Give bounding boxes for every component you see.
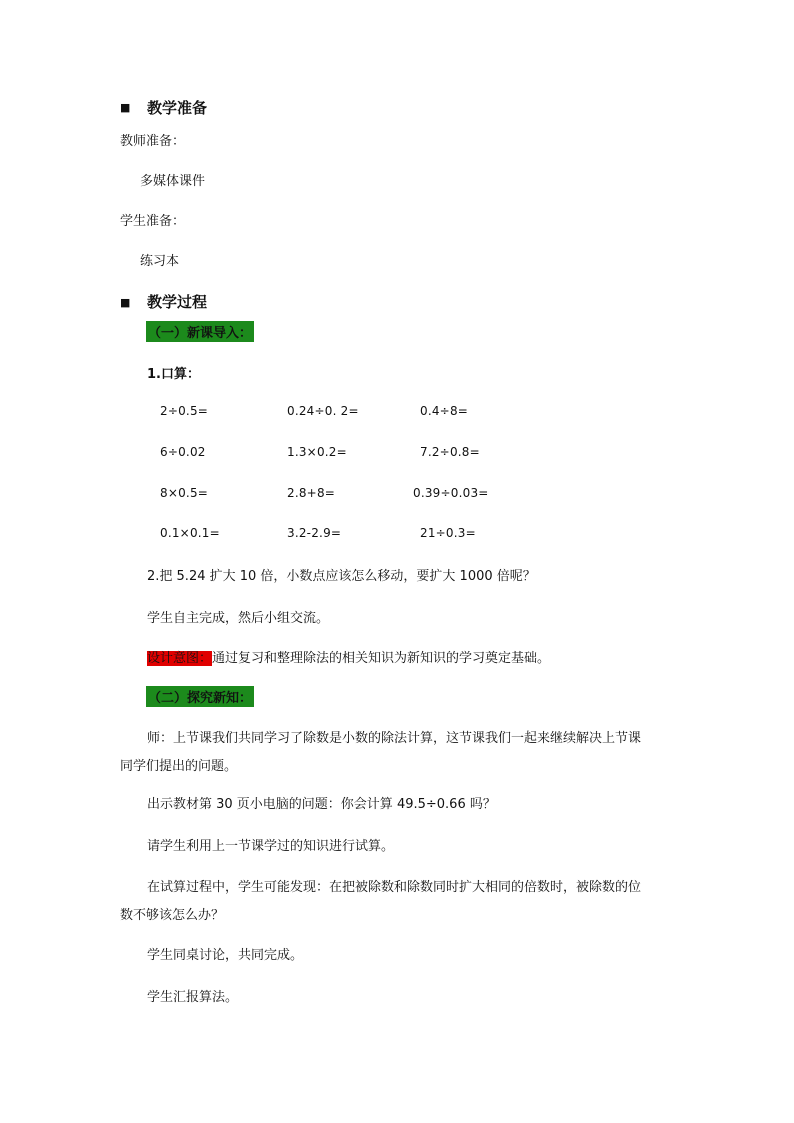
paragraph-3: 请学生利用上一节课学过的知识进行试算。 bbox=[147, 839, 395, 854]
oral-calc-heading: 1.口算： bbox=[147, 367, 200, 382]
oral-item: 3.2-2.9= bbox=[287, 526, 342, 540]
design-intent-line bbox=[147, 647, 550, 666]
oral-item: 1.3×0.2= bbox=[287, 445, 347, 459]
section-title-prep: 教学准备 bbox=[147, 99, 208, 117]
oral-item: 21÷0.3= bbox=[420, 526, 476, 540]
paragraph-4-line-1: 在试算过程中，学生可能发现：在把被除数和除数同时扩大相同的倍数时，被除数的位 bbox=[147, 880, 642, 895]
paragraph-2: 出示教材第 30 页小电脑的问题：你会计算 49.5÷0.66 吗？ bbox=[147, 797, 496, 812]
oral-item: 0.1×0.1= bbox=[160, 526, 220, 540]
question-2: 2.把 5.24 扩大 10 倍，小数点应该怎么移动，要扩大 1000 倍呢？ bbox=[147, 569, 536, 584]
oral-item: 7.2÷0.8= bbox=[420, 445, 480, 459]
paragraph-1-line-1: 师：上节课我们共同学习了除数是小数的除法计算，这节课我们一起来继续解决上节课 bbox=[147, 731, 642, 746]
oral-item: 6÷0.02 bbox=[160, 445, 206, 459]
design-intent-label: 设计意图： bbox=[147, 651, 213, 666]
part2-heading: （二）探究新知： bbox=[146, 686, 254, 707]
section-title-process: 教学过程 bbox=[147, 293, 208, 311]
oral-item: 0.4÷8= bbox=[420, 404, 469, 418]
paragraph-6: 学生汇报算法。 bbox=[147, 990, 239, 1005]
oral-item: 0.39÷0.03= bbox=[413, 486, 489, 500]
part1-heading: （一）新课导入： bbox=[146, 321, 254, 342]
student-prep-label: 学生准备： bbox=[120, 214, 186, 229]
section-bullet: ■ bbox=[120, 101, 131, 114]
oral-item: 2.8+8= bbox=[287, 486, 336, 500]
student-prep-item: 练习本 bbox=[140, 254, 180, 269]
paragraph-5: 学生同桌讨论，共同完成。 bbox=[147, 948, 304, 963]
paragraph-4-line-2: 数不够该怎么办？ bbox=[120, 908, 225, 923]
oral-item: 8×0.5= bbox=[160, 486, 209, 500]
teacher-prep-item: 多媒体课件 bbox=[140, 174, 206, 189]
paragraph-1-line-2: 同学们提出的问题。 bbox=[120, 759, 238, 774]
oral-item: 0.24÷0. 2= bbox=[287, 404, 359, 418]
design-intent-text: 通过复习和整理除法的相关知识为新知识的学习奠定基础。 bbox=[212, 651, 551, 666]
teacher-prep-label: 教师准备： bbox=[120, 134, 186, 149]
self-complete-text: 学生自主完成，然后小组交流。 bbox=[147, 611, 330, 626]
oral-item: 2÷0.5= bbox=[160, 404, 209, 418]
section-bullet: ■ bbox=[120, 296, 131, 309]
